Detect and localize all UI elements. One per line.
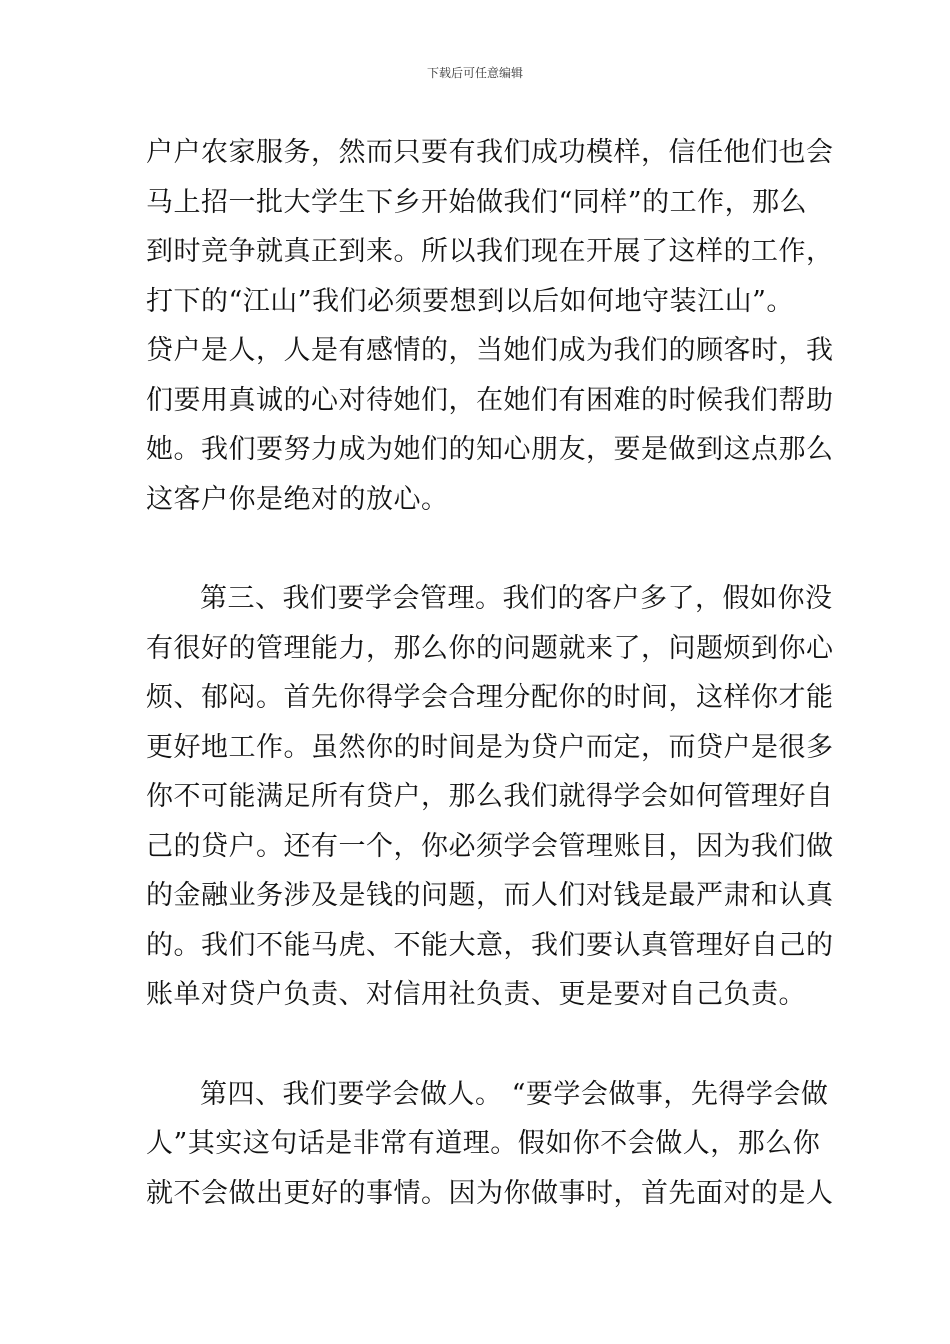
text-line: 户户农家服务，然而只要有我们成功模样，信任他们也会 bbox=[146, 137, 834, 168]
text-line: 这客户你是绝对的放心。 bbox=[146, 483, 449, 515]
paragraph-1 bbox=[146, 128, 834, 524]
text-line: 第三、我们要学会管理。我们的客户多了，假如你没 bbox=[200, 583, 833, 614]
text-line: 们要用真诚的心对待她们，在她们有困难的时候我们帮助 bbox=[146, 384, 834, 416]
text-line: 己的贷户。还有一个，你必须学会管理账目，因为我们做 bbox=[146, 830, 834, 862]
text-line: 打下的“江山”我们必须要想到以后如何地守装江山”。 bbox=[146, 285, 794, 317]
paragraph-spacer bbox=[146, 1020, 826, 1070]
text-line: 马上招一批大学生下乡开始做我们“同样”的工作，那么 bbox=[146, 186, 808, 218]
text-line: 人”其实这句话是非常有道理。假如你不会做人，那么你 bbox=[146, 1128, 821, 1159]
text-line: 就不会做出更好的事情。因为你做事时，首先面对的是人 bbox=[146, 1177, 834, 1209]
text-line: 有很好的管理能力，那么你的问题就来了，问题烦到你心 bbox=[146, 632, 834, 664]
paragraph-spacer bbox=[146, 524, 826, 574]
paragraph-3 bbox=[146, 1070, 834, 1219]
text-line: 烦、郁闷。首先你得学会合理分配你的时间，这样你才能 bbox=[146, 682, 834, 713]
document-body bbox=[146, 128, 834, 1218]
page-header: 下载后可任意编辑 bbox=[426, 66, 523, 80]
text-line: 第四、我们要学会做人。 “要学会做事，先得学会做 bbox=[200, 1078, 829, 1110]
text-line: 贷户是人，人是有感情的，当她们成为我们的顾客时，我 bbox=[146, 335, 834, 366]
text-line: 的。我们不能马虎、不能大意，我们要认真管理好自己的 bbox=[146, 929, 834, 961]
text-line: 账单对贷户负责、对信用社负责、更是要对自己负责。 bbox=[146, 979, 806, 1010]
paragraph-2 bbox=[146, 574, 834, 1020]
text-line: 的金融业务涉及是钱的问题，而人们对钱是最严肃和认真 bbox=[146, 880, 834, 911]
text-line: 更好地工作。虽然你的时间是为贷户而定，而贷户是很多 bbox=[146, 731, 834, 763]
text-line: 你不可能满足所有贷户，那么我们就得学会如何管理好自 bbox=[146, 781, 834, 812]
text-line: 她。我们要努力成为她们的知心朋友，要是做到这点那么 bbox=[146, 434, 834, 465]
text-line: 到时竞争就真正到来。所以我们现在开展了这样的工作， bbox=[146, 236, 834, 267]
